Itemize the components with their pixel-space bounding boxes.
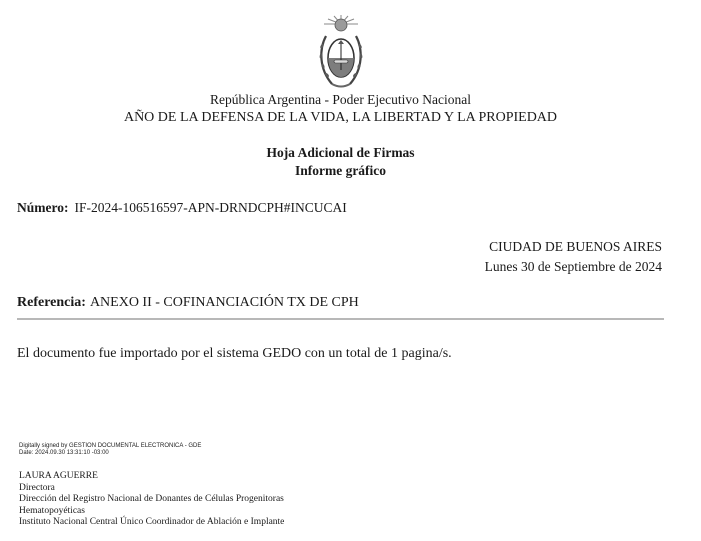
- divider: [17, 318, 664, 320]
- reference: [17, 294, 359, 312]
- document-number-value: IF-2024-106516597-APN-DRNDCPH#INCUCAI: [74, 200, 347, 215]
- document-number-label: Número:: [17, 200, 69, 215]
- signer-institution: Instituto Nacional Central Único Coordinador de Ablación e Implante: [19, 517, 285, 528]
- digital-signature-line: Digitally signed by GESTION DOCUMENTAL ELECTRONICA - GDE: [19, 443, 202, 449]
- city: CIUDAD DE BUENOS AIRES: [489, 239, 662, 254]
- sheet-title: Hoja Adicional de Firmas: [266, 145, 415, 160]
- reference-label: Referencia:: [17, 295, 86, 310]
- header-government: República Argentina - Poder Ejecutivo Nacional: [209, 92, 472, 107]
- date: Lunes 30 de Septiembre de 2024: [484, 259, 662, 274]
- header-year-motto: AÑO DE LA DEFENSA DE LA VIDA, LA LIBERTAD Y LA PROPIEDAD: [123, 110, 558, 125]
- signer-name: LAURA AGUERRE: [19, 471, 98, 481]
- argentina-coat-of-arms-icon: [316, 14, 366, 92]
- signer-position: Directora: [19, 482, 55, 493]
- document-number: [17, 199, 347, 217]
- signer-block: [19, 471, 284, 529]
- digital-signature-date: Date: 2024.09.30 13:31:10 -03:00: [19, 450, 109, 456]
- signer-office-line2: Hematopoyéticas: [19, 505, 85, 516]
- signer-office-line1: Dirección del Registro Nacional de Donantes de Células Progenitoras: [19, 494, 284, 505]
- sheet-subtitle: Informe gráfico: [294, 163, 387, 178]
- reference-value: ANEXO II - COFINANCIACIÓN TX DE CPH: [89, 295, 359, 310]
- body-text: El documento fue importado por el sistema GEDO con un total de 1 pagina/s.: [17, 346, 452, 361]
